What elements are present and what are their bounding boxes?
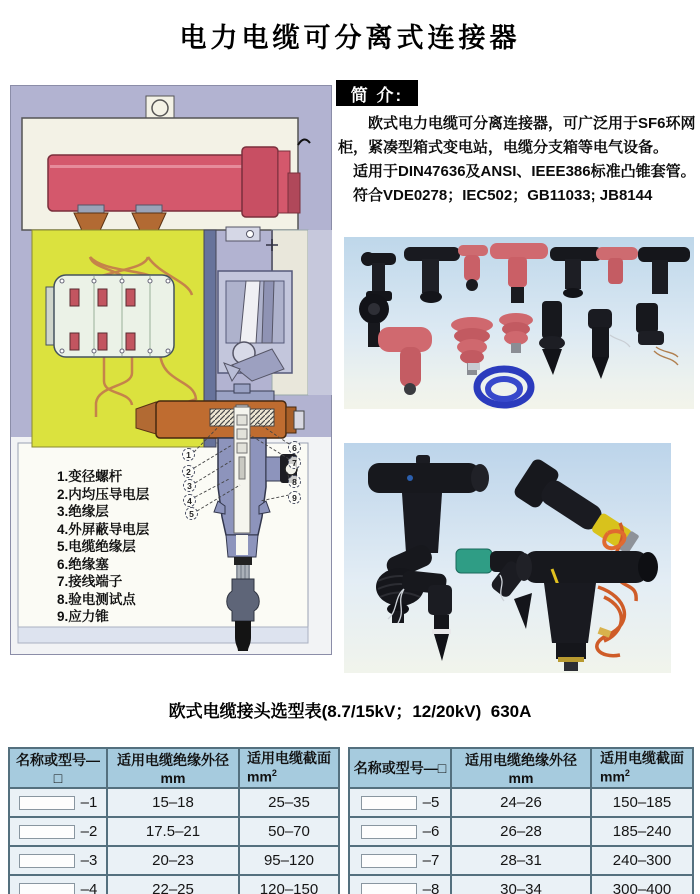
cell-model bbox=[9, 788, 107, 817]
page-title: 电力电缆可分离式连接器 bbox=[179, 23, 521, 53]
col-header-section: 适用电缆截面 $mm^2$ bbox=[239, 748, 339, 788]
model-code-box bbox=[361, 854, 417, 868]
intro-paragraph: 欧式电力电缆可分离连接器，可广泛用于SF6环网柜，紧凑型箱式变电站，电缆分支箱等电气设备。 bbox=[338, 115, 696, 156]
legend-item: 4.外屏蔽导电层 bbox=[57, 521, 150, 537]
cell-model bbox=[349, 788, 451, 817]
col-header-section: 适用电缆截面 $mm^2$ bbox=[591, 748, 693, 788]
model-code: –6 bbox=[422, 823, 440, 840]
intro-text bbox=[338, 112, 698, 208]
intro-paragraph: 符合VDE0278；IEC502；GB11033; JB8144 bbox=[353, 187, 653, 204]
legend-item: 6.绝缘塞 bbox=[57, 556, 109, 572]
model-code-box bbox=[361, 796, 417, 810]
callout-number: 2 bbox=[182, 465, 195, 478]
t-connectors-photo-illustration bbox=[344, 443, 671, 673]
selection-table-left bbox=[8, 747, 340, 894]
model-code-box bbox=[19, 796, 75, 810]
cell-section: 185–240 bbox=[591, 817, 693, 846]
model-code-box bbox=[19, 825, 75, 839]
cell-section: 120–150 bbox=[239, 875, 339, 894]
legend-item: 1.变径螺杆 bbox=[57, 469, 123, 484]
table-header-row bbox=[9, 748, 339, 788]
intro-paragraph: 适用于DIN47636及ANSI、IEEE386标准凸锥套管。 bbox=[353, 163, 696, 180]
cell-diameter: 17.5–21 bbox=[107, 817, 239, 846]
table-row bbox=[349, 846, 693, 875]
selection-table-title: 欧式电缆接头选型表(8.7/15kV；12/20kV) 630A bbox=[168, 702, 532, 721]
cell-diameter: 28–31 bbox=[451, 846, 591, 875]
model-code-box bbox=[361, 883, 417, 894]
cell-diameter: 26–28 bbox=[451, 817, 591, 846]
product-photo-top bbox=[344, 237, 694, 409]
legend-item: 2.内均压导电层 bbox=[57, 486, 150, 502]
cell-section: 240–300 bbox=[591, 846, 693, 875]
callout-number: 3 bbox=[183, 479, 196, 492]
connectors-group-photo-illustration bbox=[344, 237, 694, 409]
transformer-tank bbox=[46, 275, 174, 357]
callout-number: 5 bbox=[185, 507, 198, 520]
cell-diameter: 24–26 bbox=[451, 788, 591, 817]
cell-section: 50–70 bbox=[239, 817, 339, 846]
legend-item: 5.电缆绝缘层 bbox=[57, 539, 136, 554]
cell-model bbox=[349, 817, 451, 846]
switchgear-diagram-panel bbox=[10, 85, 332, 655]
diagram-legend bbox=[57, 468, 149, 626]
table-row bbox=[349, 788, 693, 817]
cell-section: 150–185 bbox=[591, 788, 693, 817]
callout-number: 8 bbox=[288, 475, 301, 488]
model-code: –4 bbox=[80, 881, 98, 894]
col-header-model: 名称或型号—□ bbox=[349, 748, 451, 788]
cell-diameter: 22–25 bbox=[107, 875, 239, 894]
model-code-box bbox=[19, 883, 75, 894]
cell-model bbox=[9, 817, 107, 846]
col-header-diameter: 适用电缆绝缘外径mm bbox=[107, 748, 239, 788]
table-row bbox=[349, 875, 693, 894]
power-cable bbox=[235, 621, 251, 651]
cell-diameter: 30–34 bbox=[451, 875, 591, 894]
table-row bbox=[9, 817, 339, 846]
cell-model bbox=[9, 875, 107, 894]
model-code: –1 bbox=[80, 794, 98, 811]
table-row bbox=[9, 846, 339, 875]
cell-model bbox=[9, 846, 107, 875]
legend-item: 3.绝缘层 bbox=[57, 504, 109, 519]
legend-item: 7.接线端子 bbox=[57, 574, 123, 589]
cell-model bbox=[349, 875, 451, 894]
callout-number: 4 bbox=[183, 494, 196, 507]
cell-section: 300–400 bbox=[591, 875, 693, 894]
model-code: –2 bbox=[80, 823, 98, 840]
cell-diameter: 20–23 bbox=[107, 846, 239, 875]
col-header-diameter: 适用电缆绝缘外径mm bbox=[451, 748, 591, 788]
col-header-model: 名称或型号—□ bbox=[9, 748, 107, 788]
model-code-box bbox=[19, 854, 75, 868]
model-code-box bbox=[361, 825, 417, 839]
table-row bbox=[349, 817, 693, 846]
table-row bbox=[9, 788, 339, 817]
model-code: –5 bbox=[422, 794, 440, 811]
cell-diameter: 15–18 bbox=[107, 788, 239, 817]
callout-number: 6 bbox=[288, 441, 301, 454]
product-photo-bottom bbox=[344, 443, 671, 673]
legend-item: 8.验电测试点 bbox=[57, 591, 136, 607]
cell-section: 25–35 bbox=[239, 788, 339, 817]
cell-model bbox=[349, 846, 451, 875]
table-row bbox=[9, 875, 339, 894]
model-code: –3 bbox=[80, 852, 98, 869]
legend-item: 9.应力锥 bbox=[57, 609, 109, 624]
model-code: –8 bbox=[422, 881, 440, 894]
model-code: –7 bbox=[422, 852, 440, 869]
callout-number: 7 bbox=[288, 456, 301, 469]
callout-number: 1 bbox=[182, 448, 195, 461]
callout-number: 9 bbox=[288, 491, 301, 504]
cell-section: 95–120 bbox=[239, 846, 339, 875]
selection-table-right bbox=[348, 747, 694, 894]
intro-heading: 简 介: bbox=[336, 80, 418, 106]
table-header-row bbox=[349, 748, 693, 788]
